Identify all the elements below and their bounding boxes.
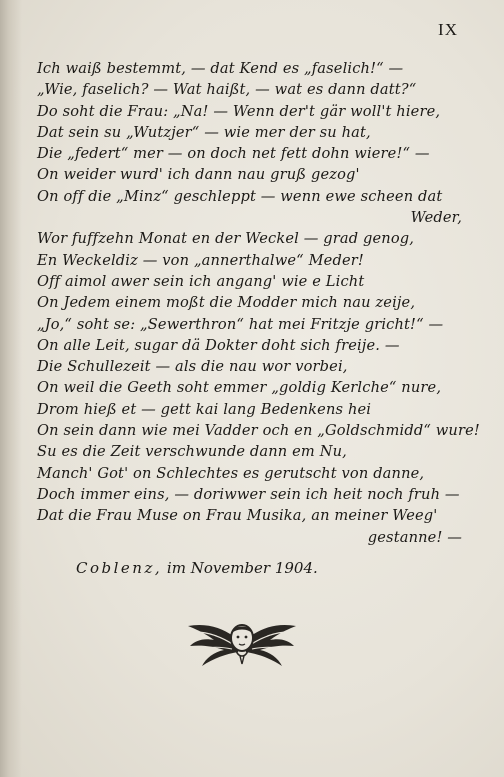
poem-line: On alle Leit, sugar dä Dokter doht sich freije. — — [37, 336, 400, 354]
winged-cherub-ornament-icon — [184, 612, 300, 676]
poem-line: „Wie, faselich? — Wat haißt, — wat es dann datt?“ — [37, 81, 417, 99]
signature-date: im November 1904. — [166, 559, 318, 577]
poem-line: Ich waiß bestemmt, — dat Kend es „faselich!“ — — [37, 60, 404, 77]
signature-place: Coblenz, — [76, 559, 163, 577]
poem-line: Die Schullezeit — als die nau wor vorbei, — [37, 358, 348, 376]
poem-line: Dat die Frau Muse on Frau Musika, an meiner Weeg' — [37, 507, 438, 525]
poem-line: „Jo,“ soht se: „Sewerthron“ hat mei Fritzje gricht!“ — — [37, 315, 444, 333]
poem-line: On off die „Minz“ geschleppt — wenn ewe scheen dat — [37, 187, 443, 205]
poem-line: Doch immer eins, — doriwwer sein ich heit noch fruh — — [37, 485, 460, 503]
poem-line: Dat sein su „Wutzjer“ — wie mer der su hat, — [37, 123, 371, 141]
poem-line: gestanne! — — [367, 528, 462, 546]
poem-line: Do soht die Frau: „Na! — Wenn der't gär woll't hiere, — [37, 102, 441, 120]
poem-line: On sein dann wie mei Vadder och en „Goldschmidd“ wure! — [37, 422, 480, 440]
poem-line: En Weckeldiz — von „annerthalwe“ Meder! — [37, 251, 364, 269]
poem-body — [37, 58, 480, 548]
poem-line: Weder, — [410, 209, 462, 227]
poem-line: Su es die Zeit verschwunde dann em Nu, — [37, 443, 347, 461]
poem-line: Drom hieß et — gett kai lang Bedenkens hei — [37, 400, 372, 418]
page-number: IX — [438, 20, 458, 39]
poem-line: On weider wurd' ich dann nau gruß gezog' — [37, 166, 360, 184]
poem-line: Off aimol awer sein ich angang' wie e Licht — [37, 272, 365, 290]
poem-line: Manch' Got' on Schlechtes es gerutscht von danne, — [37, 464, 425, 482]
poem-line: Die „federt“ mer — on doch net fett dohn wiere!“ — — [37, 145, 430, 163]
poem-line: On weil die Geeth soht emmer „goldig Kerlche“ nure, — [37, 379, 442, 397]
signature-line — [76, 559, 318, 577]
binding-gutter-shadow — [0, 0, 22, 777]
poem-line: On Jedem einem moßt die Modder mich nau zeije, — [37, 294, 416, 312]
poem-line: Wor fuffzehn Monat en der Weckel — grad genog, — [37, 230, 415, 248]
